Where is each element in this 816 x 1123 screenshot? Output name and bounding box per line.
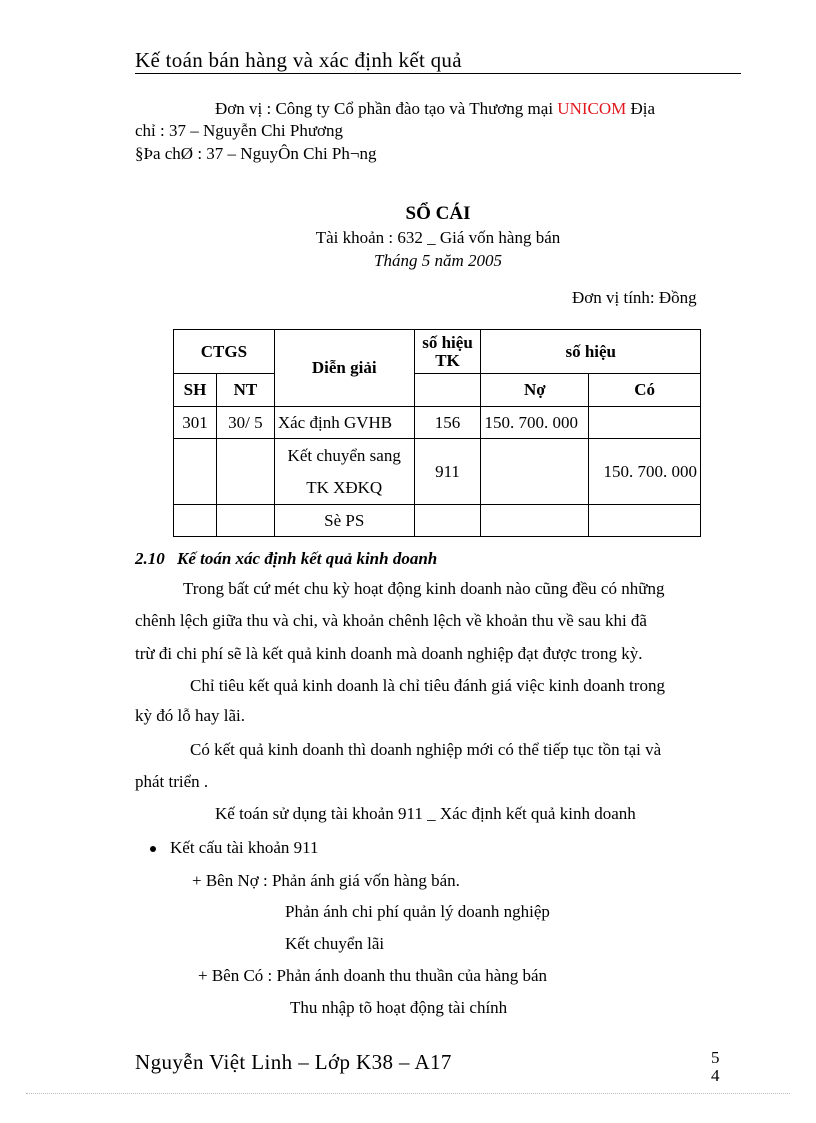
ledger-account: Tài khoản : 632 _ Giá vốn hàng bán (315, 228, 561, 247)
row-sh: 301 (174, 407, 217, 439)
header-account-blank (414, 374, 481, 407)
page-number-bottom: 4 (711, 1066, 720, 1085)
ledger-table (173, 329, 701, 537)
header-credit: Có (589, 374, 701, 407)
paragraph-3-line-1: Có kết quả kinh doanh thì doanh nghiệp mới có thể tiếp tục tồn tại và (190, 740, 662, 759)
header-account-no: số hiệu TK (414, 330, 481, 374)
table-row (174, 505, 701, 537)
ledger-title: SỔ CÁI (405, 203, 471, 224)
page-number-top: 5 (711, 1048, 720, 1067)
unit-info-line3: §Þa chØ : 37 – NguyÔn Chi Ph¬ng (135, 144, 377, 163)
account-usage-line: Kế toán sử dụng tài khoản 911 _ Xác định kết quả kinh doanh (215, 804, 636, 823)
bullet-icon (150, 846, 156, 852)
page-number (711, 1049, 720, 1085)
row-account: 911 (414, 439, 481, 505)
row-nt (216, 505, 274, 537)
section-title: Kế toán xác định kết quả kinh doanh (177, 549, 438, 568)
bullet-item (150, 838, 319, 858)
row-description: Xác định GVHB (274, 407, 414, 439)
paragraph-3-line-2: phát triển . (135, 772, 209, 791)
header-description: Diễn giải (274, 330, 414, 407)
header-debit: Nợ (481, 374, 589, 407)
row-description: Sè PS (274, 505, 414, 537)
unit-info-line1 (215, 99, 655, 119)
credit-side-label: + Bên Có : Phản ánh doanh thu thuần của hàng bán (198, 966, 548, 985)
paragraph-1-line-1: Trong bất cứ mét chu kỳ hoạt động kinh doanh nào cũng đều có những (183, 579, 665, 598)
paragraph-2-line-1: Chỉ tiêu kết quả kinh doanh là chỉ tiêu đánh giá việc kinh doanh trong (190, 676, 665, 695)
row-nt: 30/ 5 (216, 407, 274, 439)
row-account: 156 (414, 407, 481, 439)
row-description-line2: TK XĐKQ (306, 477, 383, 497)
ledger-unit: Đơn vị tính: Đồng (572, 288, 697, 307)
row-description (274, 439, 414, 505)
table-row (174, 439, 701, 505)
row-debit (481, 439, 589, 505)
row-credit: 150. 700. 000 (589, 439, 701, 505)
header-divider (135, 73, 741, 74)
header-sh: SH (174, 374, 217, 407)
row-description-line1: Kết chuyển sang (287, 445, 401, 465)
paragraph-1-line-2: chênh lệch giữa thu và chi, và khoản chênh lệch về khoản thu về sau khi đã (135, 611, 647, 630)
debit-side-item-3: Kết chuyển lãi (285, 934, 385, 953)
credit-side-item-2: Thu nhập tõ hoạt động tài chính (290, 998, 508, 1017)
page-bottom-rule (26, 1093, 790, 1094)
header-amount: số hiệu (481, 330, 701, 374)
row-nt (216, 439, 274, 505)
row-account (414, 505, 481, 537)
row-debit (481, 505, 589, 537)
row-credit (589, 407, 701, 439)
footer-author: Nguyễn Việt Linh – Lớp K38 – A17 (135, 1050, 452, 1074)
row-sh (174, 439, 217, 505)
debit-side-label: + Bên Nợ : Phản ánh giá vốn hàng bán. (192, 871, 460, 890)
section-number: 2.10 (135, 549, 165, 568)
paragraph-2-line-2: kỳ đó lỗ hay lãi. (135, 706, 246, 725)
ledger-period: Tháng 5 năm 2005 (374, 251, 502, 270)
section-heading (135, 549, 437, 569)
header-ctgs: CTGS (174, 330, 275, 374)
unit-info-prefix: Đơn vị : Công ty Cổ phần đào tạo và Thương mại (215, 99, 554, 118)
table-row (174, 407, 701, 439)
paragraph-1-line-3: trừ đi chi phí sẽ là kết quả kinh doanh mà doanh nghiệp đạt được trong kỳ. (135, 644, 643, 663)
debit-side-item-2: Phản ánh chi phí quản lý doanh nghiệp (285, 902, 550, 921)
row-credit (589, 505, 701, 537)
page-header-title: Kế toán bán hàng và xác định kết quả (135, 48, 462, 72)
unit-info-line2: chỉ : 37 – Nguyễn Chi Phương (135, 121, 344, 140)
row-sh (174, 505, 217, 537)
header-nt: NT (216, 374, 274, 407)
unit-info-suffix: Địa (630, 99, 656, 118)
row-debit: 150. 700. 000 (481, 407, 589, 439)
bullet-text: Kết cấu tài khoản 911 (170, 838, 319, 857)
company-name: UNICOM (557, 99, 627, 118)
